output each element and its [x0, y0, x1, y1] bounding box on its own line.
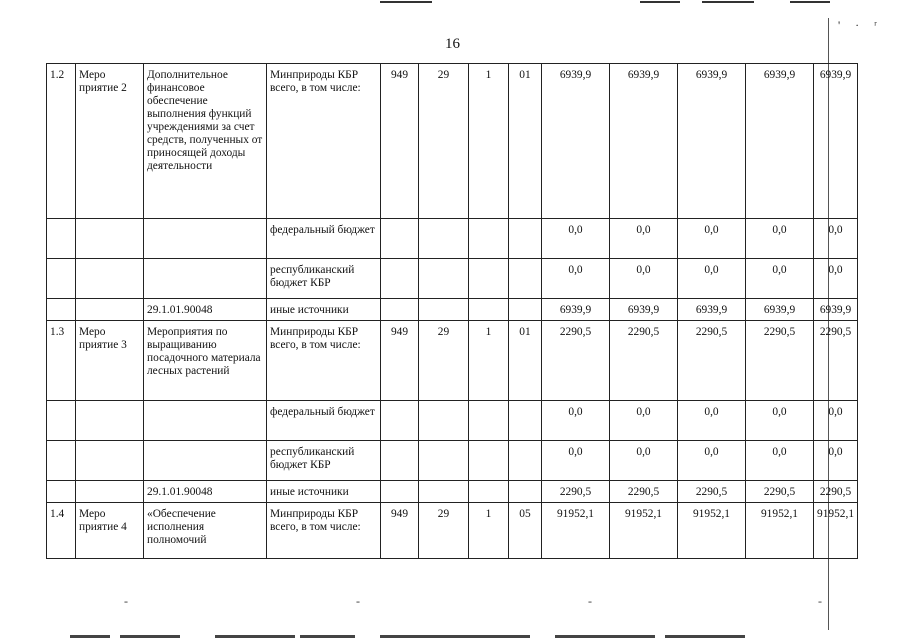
table-row: [47, 219, 858, 259]
value-year-4: 2290,5: [746, 481, 814, 503]
value-year-2: 0,0: [610, 259, 678, 299]
value-year-4: 2290,5: [746, 321, 814, 401]
value-year-4: 6939,9: [746, 64, 814, 219]
pgp-code: [469, 441, 509, 481]
value-year-4: 0,0: [746, 441, 814, 481]
value-year-2: 0,0: [610, 401, 678, 441]
funding-source: федеральный бюджет: [267, 219, 381, 259]
om-code: 01: [509, 321, 542, 401]
row-type: [76, 219, 144, 259]
gp-code: [419, 219, 469, 259]
om-code: 01: [509, 64, 542, 219]
row-name: [144, 441, 267, 481]
value-year-1: 6939,9: [542, 299, 610, 321]
pgp-code: 1: [469, 321, 509, 401]
value-year-3: 2290,5: [678, 481, 746, 503]
value-year-5: 0,0: [814, 259, 858, 299]
value-year-2: 6939,9: [610, 64, 678, 219]
row-number: 1.2: [47, 64, 76, 219]
row-number: [47, 441, 76, 481]
scan-artifact-top: [0, 0, 905, 6]
pgp-code: 1: [469, 64, 509, 219]
grbs-code: [381, 481, 419, 503]
funding-source: Минприроды КБР всего, в том числе:: [267, 64, 381, 219]
row-name: [144, 259, 267, 299]
om-code: [509, 481, 542, 503]
scan-dash: -: [356, 594, 360, 608]
row-name: [144, 401, 267, 441]
row-name: [144, 219, 267, 259]
value-year-2: 0,0: [610, 219, 678, 259]
row-type: [76, 401, 144, 441]
value-year-4: 91952,1: [746, 503, 814, 559]
value-year-3: 0,0: [678, 401, 746, 441]
row-type: [76, 259, 144, 299]
value-year-3: 6939,9: [678, 299, 746, 321]
value-year-2: 0,0: [610, 441, 678, 481]
row-number: [47, 299, 76, 321]
gp-code: [419, 441, 469, 481]
value-year-4: 0,0: [746, 259, 814, 299]
value-year-3: 0,0: [678, 219, 746, 259]
value-year-1: 91952,1: [542, 503, 610, 559]
funding-source: республиканский бюджет КБР: [267, 441, 381, 481]
value-year-5: 91952,1: [814, 503, 858, 559]
funding-source: иные источники: [267, 481, 381, 503]
row-number: [47, 219, 76, 259]
grbs-code: [381, 219, 419, 259]
value-year-3: 0,0: [678, 441, 746, 481]
value-year-5: 0,0: [814, 441, 858, 481]
value-year-1: 6939,9: [542, 64, 610, 219]
value-year-2: 91952,1: [610, 503, 678, 559]
value-year-3: 0,0: [678, 259, 746, 299]
value-year-3: 91952,1: [678, 503, 746, 559]
table-row: [47, 441, 858, 481]
value-year-2: 2290,5: [610, 481, 678, 503]
table-row: [47, 321, 858, 401]
row-type: Меро приятие 2: [76, 64, 144, 219]
value-year-1: 0,0: [542, 401, 610, 441]
value-year-5: 2290,5: [814, 321, 858, 401]
om-code: 05: [509, 503, 542, 559]
value-year-1: 0,0: [542, 219, 610, 259]
value-year-1: 0,0: [542, 259, 610, 299]
row-type: [76, 441, 144, 481]
grbs-code: 949: [381, 321, 419, 401]
value-year-4: 0,0: [746, 219, 814, 259]
om-code: [509, 219, 542, 259]
grbs-code: 949: [381, 503, 419, 559]
grbs-code: [381, 259, 419, 299]
value-year-3: 6939,9: [678, 64, 746, 219]
value-year-2: 6939,9: [610, 299, 678, 321]
pgp-code: [469, 259, 509, 299]
table-row: [47, 259, 858, 299]
value-year-1: 2290,5: [542, 481, 610, 503]
row-type: [76, 299, 144, 321]
value-year-5: 0,0: [814, 219, 858, 259]
table-row: [47, 299, 858, 321]
table-row: [47, 64, 858, 219]
pgp-code: [469, 401, 509, 441]
om-code: [509, 441, 542, 481]
funding-source: Минприроды КБР всего, в том числе:: [267, 503, 381, 559]
row-type: Меро приятие 4: [76, 503, 144, 559]
grbs-code: [381, 299, 419, 321]
value-year-4: 6939,9: [746, 299, 814, 321]
gp-code: [419, 401, 469, 441]
gp-code: 29: [419, 64, 469, 219]
value-year-1: 2290,5: [542, 321, 610, 401]
om-code: [509, 299, 542, 321]
row-name: Дополнительное финансовое обеспечение выполнения функций учреждениями за счет средств, полученных от приносящей доходы деятельности: [144, 64, 267, 219]
funding-source: Минприроды КБР всего, в том числе:: [267, 321, 381, 401]
row-type: [76, 481, 144, 503]
row-type: Меро приятие 3: [76, 321, 144, 401]
scan-dash: -: [588, 594, 592, 608]
table-row: [47, 503, 858, 559]
gp-code: 29: [419, 321, 469, 401]
row-name: 29.1.01.90048: [144, 481, 267, 503]
row-number: [47, 481, 76, 503]
row-name: 29.1.01.90048: [144, 299, 267, 321]
value-year-4: 0,0: [746, 401, 814, 441]
om-code: [509, 259, 542, 299]
value-year-3: 2290,5: [678, 321, 746, 401]
value-year-5: 2290,5: [814, 481, 858, 503]
scan-dash: -: [124, 594, 128, 608]
scan-marks: ' · ʳ: [838, 18, 883, 32]
pgp-code: [469, 299, 509, 321]
table-row: [47, 401, 858, 441]
table-row: [47, 481, 858, 503]
budget-table: [46, 63, 858, 559]
row-name: Мероприятия по выращиванию посадочного материала лесных растений: [144, 321, 267, 401]
row-number: [47, 259, 76, 299]
pgp-code: [469, 219, 509, 259]
funding-source: федеральный бюджет: [267, 401, 381, 441]
grbs-code: [381, 441, 419, 481]
value-year-5: 6939,9: [814, 299, 858, 321]
funding-source: республиканский бюджет КБР: [267, 259, 381, 299]
gp-code: 29: [419, 503, 469, 559]
row-number: [47, 401, 76, 441]
gp-code: [419, 481, 469, 503]
gp-code: [419, 299, 469, 321]
value-year-5: 6939,9: [814, 64, 858, 219]
pgp-code: 1: [469, 503, 509, 559]
scan-dash: -: [818, 594, 822, 608]
gp-code: [419, 259, 469, 299]
row-number: 1.4: [47, 503, 76, 559]
value-year-1: 0,0: [542, 441, 610, 481]
om-code: [509, 401, 542, 441]
scan-artifact-bottom: [0, 630, 905, 640]
value-year-5: 0,0: [814, 401, 858, 441]
value-year-2: 2290,5: [610, 321, 678, 401]
page-number: 16: [445, 36, 460, 52]
grbs-code: 949: [381, 64, 419, 219]
pgp-code: [469, 481, 509, 503]
row-name: «Обеспечение исполнения полномочий: [144, 503, 267, 559]
funding-source: иные источники: [267, 299, 381, 321]
grbs-code: [381, 401, 419, 441]
row-number: 1.3: [47, 321, 76, 401]
